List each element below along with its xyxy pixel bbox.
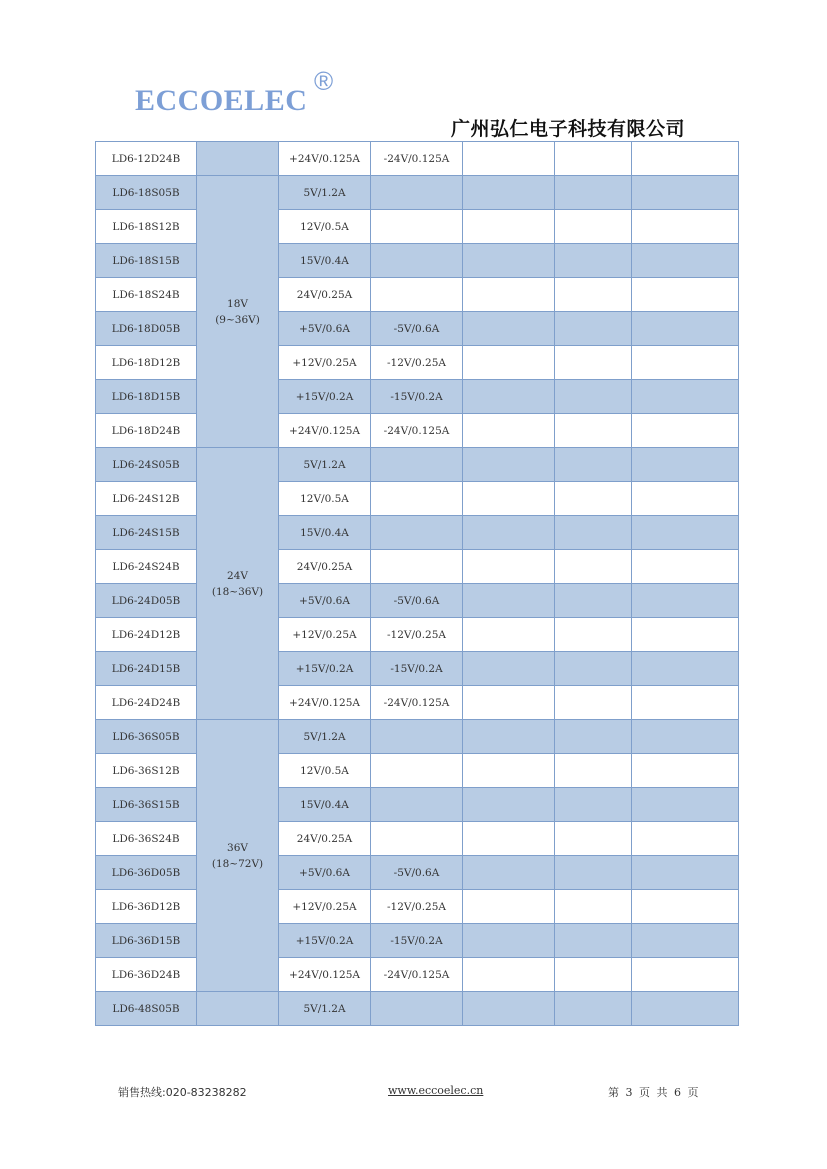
empty-cell [555, 584, 632, 618]
empty-cell [463, 210, 555, 244]
input-voltage-cell [197, 448, 279, 720]
empty-cell [463, 686, 555, 720]
empty-cell [555, 516, 632, 550]
table-row [96, 142, 739, 176]
output2-cell: -15V/0.2A [371, 380, 463, 414]
empty-cell [632, 856, 739, 890]
output2-cell [371, 278, 463, 312]
empty-cell [632, 686, 739, 720]
table-row [96, 482, 739, 516]
empty-cell [463, 720, 555, 754]
empty-cell [632, 244, 739, 278]
empty-cell [463, 788, 555, 822]
input-voltage-text: (18~72V) [211, 857, 264, 870]
empty-cell [463, 958, 555, 992]
empty-cell [632, 550, 739, 584]
table-row [96, 584, 739, 618]
table-row [96, 720, 739, 754]
table-row [96, 652, 739, 686]
model-cell: LD6-18D15B [96, 380, 197, 414]
empty-cell [555, 788, 632, 822]
empty-cell [632, 380, 739, 414]
model-cell: LD6-36S05B [96, 720, 197, 754]
empty-cell [463, 176, 555, 210]
output1-cell: +5V/0.6A [279, 312, 371, 346]
input-voltage-cell [197, 720, 279, 992]
model-cell: LD6-36D12B [96, 890, 197, 924]
empty-cell [555, 550, 632, 584]
output1-cell: +24V/0.125A [279, 414, 371, 448]
model-cell: LD6-24D05B [96, 584, 197, 618]
empty-cell [555, 856, 632, 890]
empty-cell [632, 142, 739, 176]
empty-cell [555, 652, 632, 686]
output2-cell [371, 822, 463, 856]
output1-cell: +5V/0.6A [279, 856, 371, 890]
output2-cell [371, 754, 463, 788]
sales-hotline: 销售热线:020-83238282 [118, 1086, 247, 1099]
empty-cell [632, 346, 739, 380]
empty-cell [463, 890, 555, 924]
empty-cell [632, 754, 739, 788]
input-voltage-cell [197, 176, 279, 448]
empty-cell [632, 210, 739, 244]
output1-cell: 15V/0.4A [279, 516, 371, 550]
empty-cell [632, 822, 739, 856]
output1-cell: 24V/0.25A [279, 822, 371, 856]
empty-cell [463, 516, 555, 550]
model-cell: LD6-36S24B [96, 822, 197, 856]
table-row [96, 958, 739, 992]
website-link[interactable]: www.eccoelec.cn [388, 1084, 484, 1097]
output1-cell: +24V/0.125A [279, 686, 371, 720]
empty-cell [632, 788, 739, 822]
output1-cell: +12V/0.25A [279, 618, 371, 652]
empty-cell [632, 890, 739, 924]
empty-cell [555, 822, 632, 856]
empty-cell [555, 380, 632, 414]
table-row [96, 448, 739, 482]
empty-cell [632, 312, 739, 346]
empty-cell [463, 414, 555, 448]
output2-cell: -15V/0.2A [371, 652, 463, 686]
model-cell: LD6-24D24B [96, 686, 197, 720]
table-row [96, 346, 739, 380]
model-cell: LD6-18D05B [96, 312, 197, 346]
model-cell: LD6-18S05B [96, 176, 197, 210]
empty-cell [632, 448, 739, 482]
empty-cell [463, 924, 555, 958]
output1-cell: 5V/1.2A [279, 176, 371, 210]
model-cell: LD6-36D05B [96, 856, 197, 890]
output1-cell: +12V/0.25A [279, 346, 371, 380]
input-voltage-cell [197, 142, 279, 176]
empty-cell [555, 244, 632, 278]
output2-cell [371, 516, 463, 550]
empty-cell [555, 448, 632, 482]
empty-cell [555, 312, 632, 346]
output1-cell: 5V/1.2A [279, 720, 371, 754]
output1-cell: 12V/0.5A [279, 482, 371, 516]
empty-cell [632, 618, 739, 652]
empty-cell [463, 822, 555, 856]
empty-cell [632, 584, 739, 618]
table-row [96, 414, 739, 448]
model-cell: LD6-36S15B [96, 788, 197, 822]
empty-cell [463, 550, 555, 584]
output1-cell: +15V/0.2A [279, 380, 371, 414]
model-cell: LD6-24S12B [96, 482, 197, 516]
output2-cell [371, 210, 463, 244]
model-cell: LD6-18D12B [96, 346, 197, 380]
empty-cell [555, 924, 632, 958]
table-row [96, 312, 739, 346]
table-row [96, 992, 739, 1026]
registered-mark: ® [314, 66, 334, 96]
output2-cell: -5V/0.6A [371, 584, 463, 618]
empty-cell [632, 720, 739, 754]
table-row [96, 754, 739, 788]
empty-cell [632, 992, 739, 1026]
output2-cell: -24V/0.125A [371, 142, 463, 176]
output1-cell: 15V/0.4A [279, 788, 371, 822]
page-number: 第 3 页 共 6 页 [608, 1086, 699, 1099]
empty-cell [463, 448, 555, 482]
empty-cell [463, 856, 555, 890]
empty-cell [463, 278, 555, 312]
product-spec-table [95, 141, 739, 1026]
empty-cell [463, 380, 555, 414]
model-cell: LD6-18S24B [96, 278, 197, 312]
table-row [96, 516, 739, 550]
output1-cell: +5V/0.6A [279, 584, 371, 618]
empty-cell [463, 584, 555, 618]
output2-cell: -5V/0.6A [371, 312, 463, 346]
output1-cell: 12V/0.5A [279, 210, 371, 244]
output1-cell: 15V/0.4A [279, 244, 371, 278]
output2-cell: -5V/0.6A [371, 856, 463, 890]
empty-cell [555, 720, 632, 754]
empty-cell [555, 992, 632, 1026]
output2-cell [371, 244, 463, 278]
model-cell: LD6-18S12B [96, 210, 197, 244]
empty-cell [555, 754, 632, 788]
model-cell: LD6-18S15B [96, 244, 197, 278]
model-cell: LD6-24S15B [96, 516, 197, 550]
output2-cell [371, 992, 463, 1026]
model-cell: LD6-24D15B [96, 652, 197, 686]
empty-cell [632, 414, 739, 448]
empty-cell [555, 176, 632, 210]
empty-cell [555, 686, 632, 720]
empty-cell [555, 142, 632, 176]
output1-cell: 12V/0.5A [279, 754, 371, 788]
empty-cell [555, 346, 632, 380]
output1-cell: 5V/1.2A [279, 448, 371, 482]
output2-cell: -24V/0.125A [371, 958, 463, 992]
table-row [96, 924, 739, 958]
empty-cell [463, 992, 555, 1026]
empty-cell [463, 652, 555, 686]
table-row [96, 856, 739, 890]
output1-cell: 24V/0.25A [279, 550, 371, 584]
model-cell: LD6-24S24B [96, 550, 197, 584]
empty-cell [463, 754, 555, 788]
table-row [96, 278, 739, 312]
output2-cell: -12V/0.25A [371, 618, 463, 652]
empty-cell [632, 924, 739, 958]
output1-cell: 5V/1.2A [279, 992, 371, 1026]
table-row [96, 210, 739, 244]
empty-cell [555, 210, 632, 244]
input-voltage-text: (18~36V) [211, 585, 264, 598]
empty-cell [463, 346, 555, 380]
output2-cell [371, 788, 463, 822]
output2-cell: -12V/0.25A [371, 346, 463, 380]
empty-cell [463, 312, 555, 346]
output2-cell [371, 720, 463, 754]
output1-cell: +15V/0.2A [279, 924, 371, 958]
input-voltage-text: (9~36V) [215, 313, 260, 326]
table-row [96, 244, 739, 278]
output2-cell [371, 448, 463, 482]
output1-cell: 24V/0.25A [279, 278, 371, 312]
empty-cell [632, 176, 739, 210]
model-cell: LD6-24S05B [96, 448, 197, 482]
company-logo: ECCOELEC [135, 84, 308, 117]
output1-cell: +24V/0.125A [279, 958, 371, 992]
model-cell: LD6-36S12B [96, 754, 197, 788]
output1-cell: +12V/0.25A [279, 890, 371, 924]
model-cell: LD6-36D24B [96, 958, 197, 992]
output2-cell: -15V/0.2A [371, 924, 463, 958]
output2-cell [371, 482, 463, 516]
empty-cell [463, 142, 555, 176]
input-voltage-cell [197, 992, 279, 1026]
empty-cell [463, 244, 555, 278]
empty-cell [555, 414, 632, 448]
output2-cell: -24V/0.125A [371, 414, 463, 448]
output2-cell [371, 176, 463, 210]
table-row [96, 822, 739, 856]
table-row [96, 176, 739, 210]
empty-cell [632, 482, 739, 516]
empty-cell [463, 482, 555, 516]
empty-cell [632, 652, 739, 686]
output1-cell: +15V/0.2A [279, 652, 371, 686]
table-row [96, 550, 739, 584]
table-row [96, 890, 739, 924]
model-cell: LD6-36D15B [96, 924, 197, 958]
empty-cell [555, 278, 632, 312]
output2-cell: -12V/0.25A [371, 890, 463, 924]
empty-cell [555, 482, 632, 516]
empty-cell [632, 278, 739, 312]
output1-cell: +24V/0.125A [279, 142, 371, 176]
table-row [96, 686, 739, 720]
model-cell: LD6-12D24B [96, 142, 197, 176]
table-row [96, 380, 739, 414]
model-cell: LD6-48S05B [96, 992, 197, 1026]
company-name: 广州弘仁电子科技有限公司 [451, 118, 686, 140]
model-cell: LD6-24D12B [96, 618, 197, 652]
empty-cell [632, 516, 739, 550]
empty-cell [632, 958, 739, 992]
model-cell: LD6-18D24B [96, 414, 197, 448]
input-voltage-text: 24V [227, 569, 248, 582]
empty-cell [463, 618, 555, 652]
output2-cell [371, 550, 463, 584]
empty-cell [555, 890, 632, 924]
empty-cell [555, 618, 632, 652]
table-row [96, 618, 739, 652]
input-voltage-text: 36V [227, 841, 248, 854]
input-voltage-text: 18V [227, 297, 248, 310]
empty-cell [555, 958, 632, 992]
table-row [96, 788, 739, 822]
output2-cell: -24V/0.125A [371, 686, 463, 720]
